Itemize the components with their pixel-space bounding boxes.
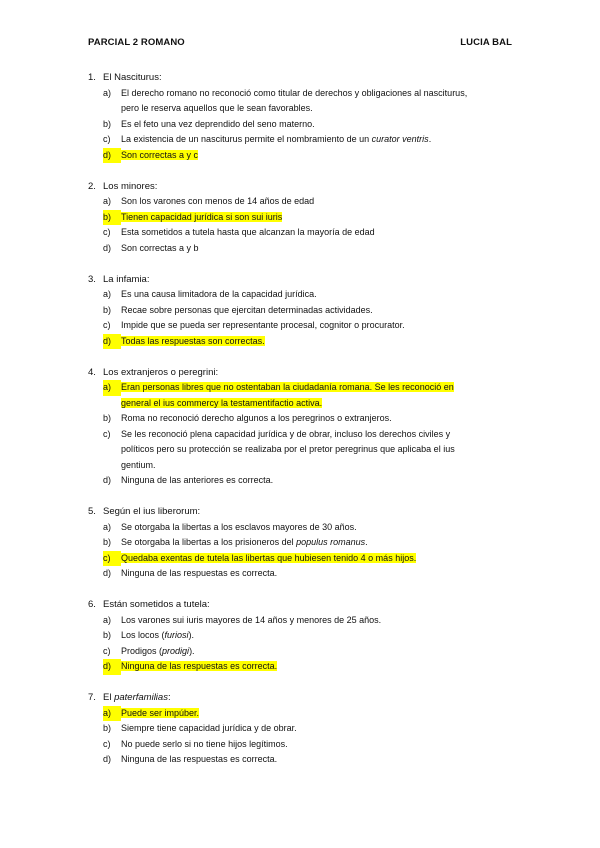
question-text: Están sometidos a tutela: — [103, 599, 210, 610]
question — [88, 690, 528, 768]
answer-option — [88, 86, 528, 102]
answer-option — [88, 194, 528, 210]
question-number: 3. — [88, 273, 96, 285]
question-number: 4. — [88, 366, 96, 378]
answer-option — [88, 411, 528, 427]
question-number: 1. — [88, 72, 96, 83]
question-text-post: : — [167, 692, 171, 703]
option-letter: a) — [103, 706, 121, 722]
option-text-italic: populus romanus — [296, 537, 366, 547]
option-text-pre: Los locos ( — [121, 630, 165, 640]
question — [88, 272, 528, 350]
answer-option — [88, 752, 528, 768]
option-letter: b) — [103, 413, 112, 423]
page-header — [88, 37, 512, 48]
option-letter: c) — [103, 645, 111, 656]
option-letter — [103, 101, 121, 117]
option-text: Ninguna de las respuestas es correcta. — [121, 754, 278, 764]
option-letter: a) — [103, 196, 112, 206]
option-letter: c) — [103, 227, 111, 237]
answer-option — [88, 566, 528, 582]
option-text-post: ). — [188, 630, 195, 640]
answer-option — [88, 287, 528, 303]
option-letter: a) — [103, 289, 112, 299]
answer-option — [88, 520, 528, 536]
option-text: Se les reconoció plena capacidad jurídica y de obrar, incluso los derechos civiles y — [121, 428, 451, 439]
option-text: El derecho romano no reconoció como titular de derechos y obligaciones al nasciturus, — [121, 87, 468, 98]
answer-option — [88, 148, 528, 164]
option-text-pre: La existencia de un nasciturus permite el nombramiento de un — [121, 134, 372, 144]
header-author: LUCIA BAL — [460, 37, 512, 48]
question-heading — [88, 70, 528, 86]
option-letter: c) — [103, 320, 111, 330]
option-text: Quedaba exentas de tutela las libertas que hubiesen tenido 4 o más hijos. — [121, 552, 417, 563]
question-text: La infamia: — [103, 273, 150, 285]
option-text: Impide que se pueda ser representante procesal, cognitor o procurator. — [121, 320, 405, 330]
option-letter: c) — [103, 134, 111, 144]
answer-option — [88, 473, 528, 489]
answer-option — [88, 334, 528, 350]
option-letter: c) — [103, 551, 121, 567]
option-letter: b) — [103, 210, 121, 226]
option-letter: c) — [103, 738, 111, 749]
option-letter: b) — [103, 630, 112, 640]
option-letter: d) — [103, 754, 112, 764]
option-text — [121, 630, 194, 640]
answer-option — [88, 551, 528, 567]
answer-option — [88, 706, 528, 722]
option-text: políticos pero su protección se realizaba por el pretor peregrinus que aplicaba el ius — [121, 444, 455, 454]
answer-option — [88, 210, 528, 226]
header-title: PARCIAL 2 ROMANO — [88, 37, 185, 48]
answer-option — [88, 644, 528, 660]
option-text: Ninguna de las respuestas es correcta. — [121, 568, 278, 578]
question-number: 2. — [88, 180, 96, 192]
option-text: Son correctas a y c — [121, 149, 199, 160]
answer-option — [88, 396, 528, 412]
question-heading — [88, 690, 528, 706]
question-heading — [88, 272, 528, 288]
option-letter: d) — [103, 568, 112, 578]
option-text: Ninguna de las anteriores es correcta. — [121, 475, 274, 485]
answer-option — [88, 427, 528, 443]
option-text: Todas las respuestas son correctas. — [121, 335, 265, 346]
question-heading — [88, 365, 528, 381]
option-text: Recae sobre personas que ejercitan determinadas actividades. — [121, 304, 373, 315]
question — [88, 597, 528, 675]
answer-option — [88, 721, 528, 737]
option-text-italic: prodigi — [162, 645, 190, 656]
option-letter: a) — [103, 87, 112, 98]
option-text: Se otorgaba la libertas a los esclavos mayores de 30 años. — [121, 521, 357, 532]
option-text: general el ius commercy la testamentifactio activa. — [121, 397, 323, 408]
question-heading — [88, 179, 528, 195]
option-text: Ninguna de las respuestas es correcta. — [121, 661, 278, 671]
answer-option — [88, 737, 528, 753]
option-letter: c) — [103, 428, 111, 439]
option-letter: b) — [103, 118, 112, 129]
answer-option — [88, 442, 528, 458]
answer-option — [88, 535, 528, 551]
option-text — [121, 134, 431, 144]
option-text: gentium. — [121, 459, 156, 470]
option-text: Puede ser impúber. — [121, 707, 200, 718]
option-letter — [103, 442, 121, 458]
answer-option — [88, 303, 528, 319]
answer-option — [88, 132, 528, 148]
question-text — [103, 690, 171, 706]
answer-option — [88, 225, 528, 241]
option-text-post: . — [365, 537, 368, 547]
question-text: Según el ius liberorum: — [103, 506, 201, 517]
option-text-post: . — [428, 134, 432, 144]
option-text-pre: Prodigos ( — [121, 645, 163, 656]
option-text: Siempre tiene capacidad jurídica y de obrar. — [121, 723, 297, 733]
question-text: Los extranjeros o peregrini: — [103, 366, 219, 378]
question-number: 7. — [88, 692, 96, 703]
answer-option — [88, 458, 528, 474]
option-text: Es el feto una vez deprendido del seno materno. — [121, 118, 315, 129]
option-text — [121, 537, 368, 547]
question — [88, 70, 528, 163]
question-heading — [88, 504, 528, 520]
option-text: Esta sometidos a tutela hasta que alcanzan la mayoría de edad — [121, 227, 375, 237]
option-text: Eran personas libres que no ostentaban la ciudadanía romana. Se les reconoció en — [121, 382, 454, 392]
option-text-italic: curator ventris — [371, 134, 429, 144]
option-letter: a) — [103, 521, 112, 532]
answer-option — [88, 380, 528, 396]
option-letter: b) — [103, 537, 112, 547]
answer-option — [88, 659, 528, 675]
option-text: Son los varones con menos de 14 años de edad — [121, 196, 315, 206]
question-text: El Nasciturus: — [103, 72, 162, 83]
option-letter: d) — [103, 659, 121, 675]
answer-option — [88, 117, 528, 133]
option-letter: d) — [103, 242, 112, 253]
option-letter: d) — [103, 148, 121, 164]
option-text: Son correctas a y b — [121, 242, 199, 253]
question-list — [88, 70, 528, 783]
question — [88, 179, 528, 257]
option-text: No puede serlo si no tiene hijos legítimos. — [121, 738, 288, 749]
option-text: Tienen capacidad jurídica si son sui iuris — [121, 211, 283, 222]
option-text-pre: Se otorgaba la libertas a los prisioneros del — [121, 537, 297, 547]
option-text — [121, 646, 195, 656]
answer-option — [88, 613, 528, 629]
answer-option — [88, 101, 528, 117]
option-text: pero le reserva aquellos que le sean favorables. — [121, 103, 313, 113]
answer-option — [88, 241, 528, 257]
option-letter: b) — [103, 304, 112, 315]
option-letter — [103, 396, 121, 412]
question-number: 6. — [88, 599, 96, 610]
option-letter: b) — [103, 723, 112, 733]
answer-option — [88, 318, 528, 334]
option-letter: a) — [103, 380, 121, 396]
question-text: Los minores: — [103, 180, 158, 192]
option-text-post: ). — [189, 645, 195, 656]
option-text: Es una causa limitadora de la capacidad jurídica. — [121, 289, 317, 299]
option-letter: a) — [103, 614, 112, 625]
option-text: Los varones sui iuris mayores de 14 años y menores de 25 años. — [121, 614, 382, 625]
question-heading — [88, 597, 528, 613]
question-text-italic: paterfamilias — [114, 692, 168, 703]
question — [88, 365, 528, 489]
option-letter: d) — [103, 475, 112, 485]
question — [88, 504, 528, 582]
option-text-italic: furiosi — [164, 630, 189, 640]
answer-option — [88, 628, 528, 644]
option-letter: d) — [103, 334, 121, 350]
option-letter — [103, 458, 121, 474]
option-text: Roma no reconoció derecho algunos a los peregrinos o extranjeros. — [121, 413, 392, 423]
question-number: 5. — [88, 506, 96, 517]
question-text-pre: El — [103, 692, 115, 703]
